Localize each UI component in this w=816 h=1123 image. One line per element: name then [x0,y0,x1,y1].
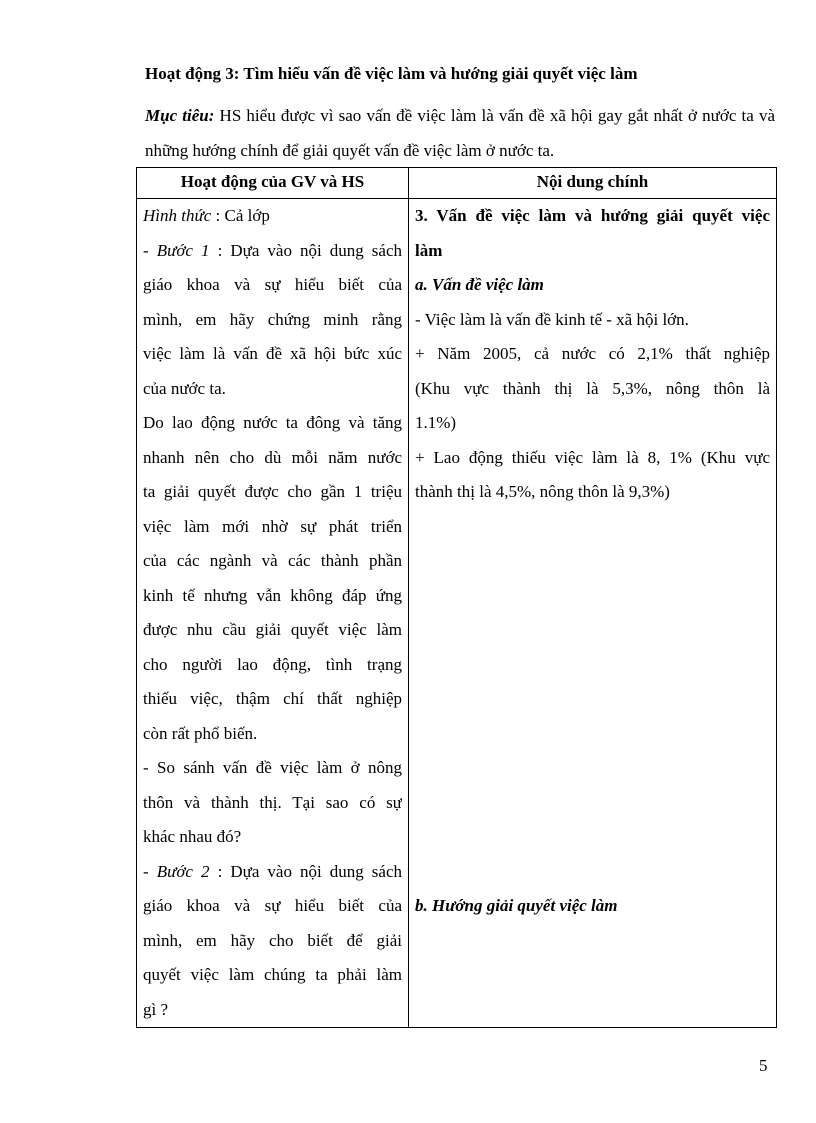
text-line: thành thị là 4,5%, nông thôn là 9,3%) [415,482,670,501]
section-title: làm [415,240,443,260]
text-line: mình, em hãy cho biết để giải [143,930,402,950]
header-activities: Hoạt động của GV và HS [137,168,409,199]
text-line: - Việc làm là vấn đề kinh tế - xã hội lớn. [415,309,689,329]
text-line: giáo khoa và sự hiểu biết của [143,896,402,915]
text-line: gì ? [143,999,169,1019]
step1-label: Bước 1 [156,240,210,260]
subsection-a-title: a. Vấn đề việc làm [415,275,544,294]
text-line: còn rất phổ biến. [143,723,258,743]
objective-label: Mục tiêu: [145,106,215,125]
step2-line: - Bước 2 : Dựa vào nội dung sách [143,861,402,881]
text-line: được nhu cầu giải quyết việc làm [143,620,402,639]
text-line: nhanh nên cho dù mỗi năm nước [143,447,402,467]
text-line: mình, em hãy chứng minh rằng [143,309,402,329]
step2-label: Bước 2 [156,861,210,881]
text-line: của các ngành và các thành phần [143,551,402,570]
text-line: (Khu vực thành thị là 5,3%, nông thôn là [415,378,770,398]
text-line: thôn và thành thị. Tại sao có sự [143,792,402,812]
activity-table [136,167,777,1028]
text-line: ta giải quyết được cho gần 1 triệu [143,482,402,501]
text-line: cho người lao động, tình trạng [143,654,402,674]
text-line: giáo khoa và sự hiểu biết của [143,275,402,294]
objective-text: HS hiểu được vì sao vấn đề việc làm là vấn đề xã hội gay gắt nhất ở nước ta và những hướng chính để giải quyết vấn đề việc làm ở nước ta. [145,106,775,160]
text-line: - So sánh vấn đề việc làm ở nông [143,758,402,777]
form-value: : Cả lớp [211,206,270,225]
section-title: 3. Vấn đề việc làm và hướng giải quyết việc [415,206,770,225]
text-line: Do lao động nước ta đông và tăng [143,413,402,432]
text-line: + Năm 2005, cả nước có 2,1% thất nghiệp [415,344,770,363]
step1-line: - Bước 1 : Dựa vào nội dung sách [143,240,402,260]
main-content-column [409,199,777,1028]
header-main-content: Nội dung chính [409,168,777,199]
teacher-student-column [137,199,409,1028]
objective-paragraph [145,98,775,168]
activity-heading: Hoạt động 3: Tìm hiểu vấn đề việc làm và hướng giải quyết việc làm [145,64,638,83]
form-label: Hình thức [143,206,212,225]
text-line: 1.1%) [415,413,457,432]
text-line: của nước ta. [143,378,226,398]
text-line: + Lao động thiếu việc làm là 8, 1% (Khu vực [415,447,770,467]
text-line: việc làm mới nhờ sự phát triển [143,516,402,536]
text-line: việc làm là vấn đề xã hội bức xúc [143,344,402,363]
subsection-b-title: b. Hướng giải quyết việc làm [415,896,618,915]
page-number: 5 [759,1056,768,1075]
text-line: khác nhau đó? [143,827,242,846]
text-line: thiếu việc, thậm chí thất nghiệp [143,689,402,708]
form-line [143,199,402,234]
text-line: quyết việc làm chúng ta phải làm [143,965,402,984]
text-line: kinh tế nhưng vẫn không đáp ứng [143,585,402,605]
